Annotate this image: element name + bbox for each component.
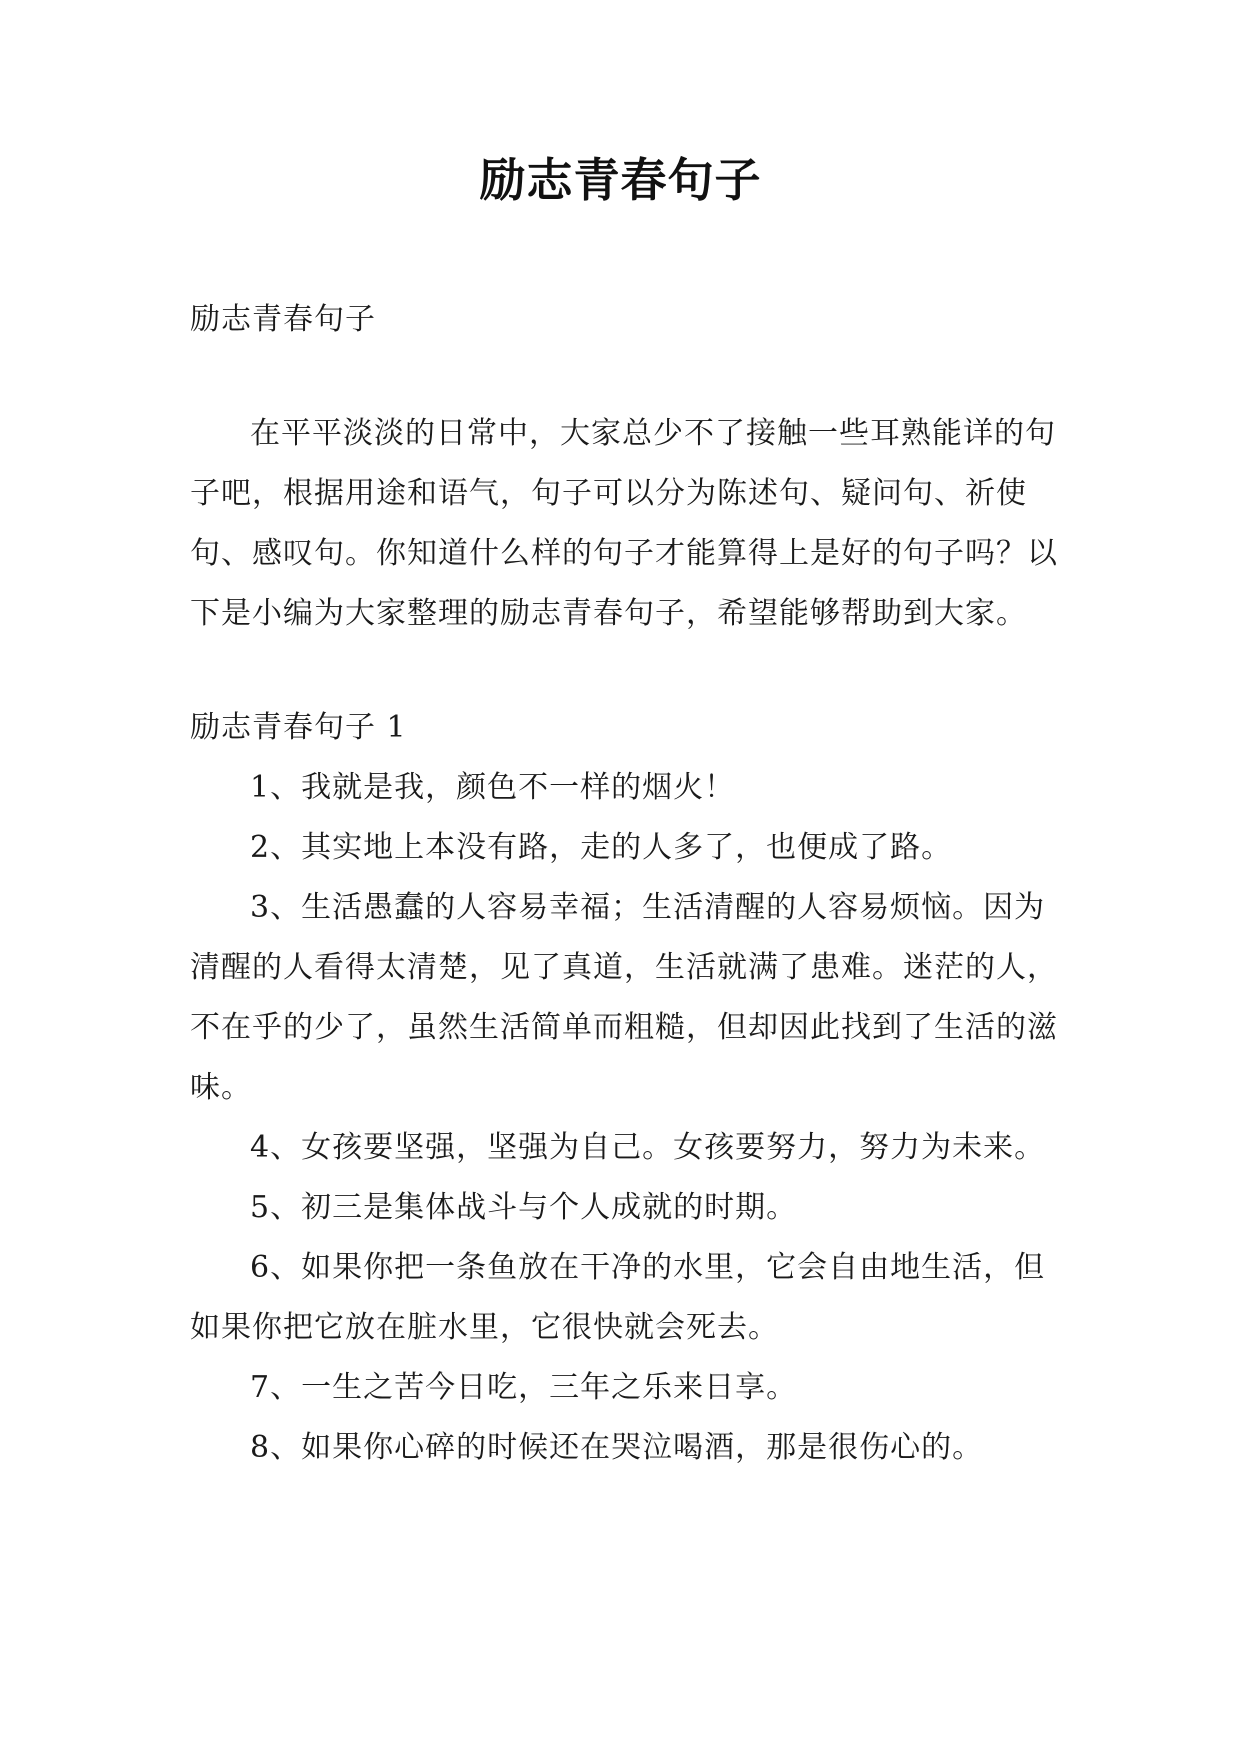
list-item: 7、一生之苦今日吃，三年之乐来日享。 bbox=[250, 1370, 798, 1405]
intro-paragraph: 在平平淡淡的日常中，大家总少不了接触一些耳熟能详的句子吧，根据用途和语气，句子可以分为陈述句、疑问句、祈使句、感叹句。你知道什么样的句子才能算得上是好的句子吗？以下是小编为大家整理的励志青春句子，希望能够帮助到大家。 bbox=[190, 416, 1058, 631]
document-body bbox=[190, 290, 1060, 1478]
list-item: 5、初三是集体战斗与个人成就的时期。 bbox=[250, 1190, 798, 1225]
document-subtitle: 励志青春句子 bbox=[190, 302, 376, 337]
list-item: 8、如果你心碎的时候还在哭泣喝酒，那是很伤心的。 bbox=[250, 1430, 984, 1465]
section-heading: 励志青春句子 1 bbox=[190, 710, 407, 745]
list-item: 3、生活愚蠢的人容易幸福；生活清醒的人容易烦恼。因为清醒的人看得太清楚，见了真道，生活就满了患难。迷茫的人，不在乎的少了，虽然生活简单而粗糙，但却因此找到了生活的滋味。 bbox=[190, 890, 1058, 1105]
list-item: 1、我就是我，颜色不一样的烟火！ bbox=[250, 770, 736, 805]
list-item: 6、如果你把一条鱼放在干净的水里，它会自由地生活，但如果你把它放在脏水里，它很快就会死去。 bbox=[190, 1250, 1046, 1345]
document-title: 励志青春句子 bbox=[479, 153, 762, 207]
list-item: 2、其实地上本没有路，走的人多了，也便成了路。 bbox=[250, 830, 953, 865]
list-item: 4、女孩要坚强，坚强为自己。女孩要努力，努力为未来。 bbox=[250, 1130, 1046, 1165]
